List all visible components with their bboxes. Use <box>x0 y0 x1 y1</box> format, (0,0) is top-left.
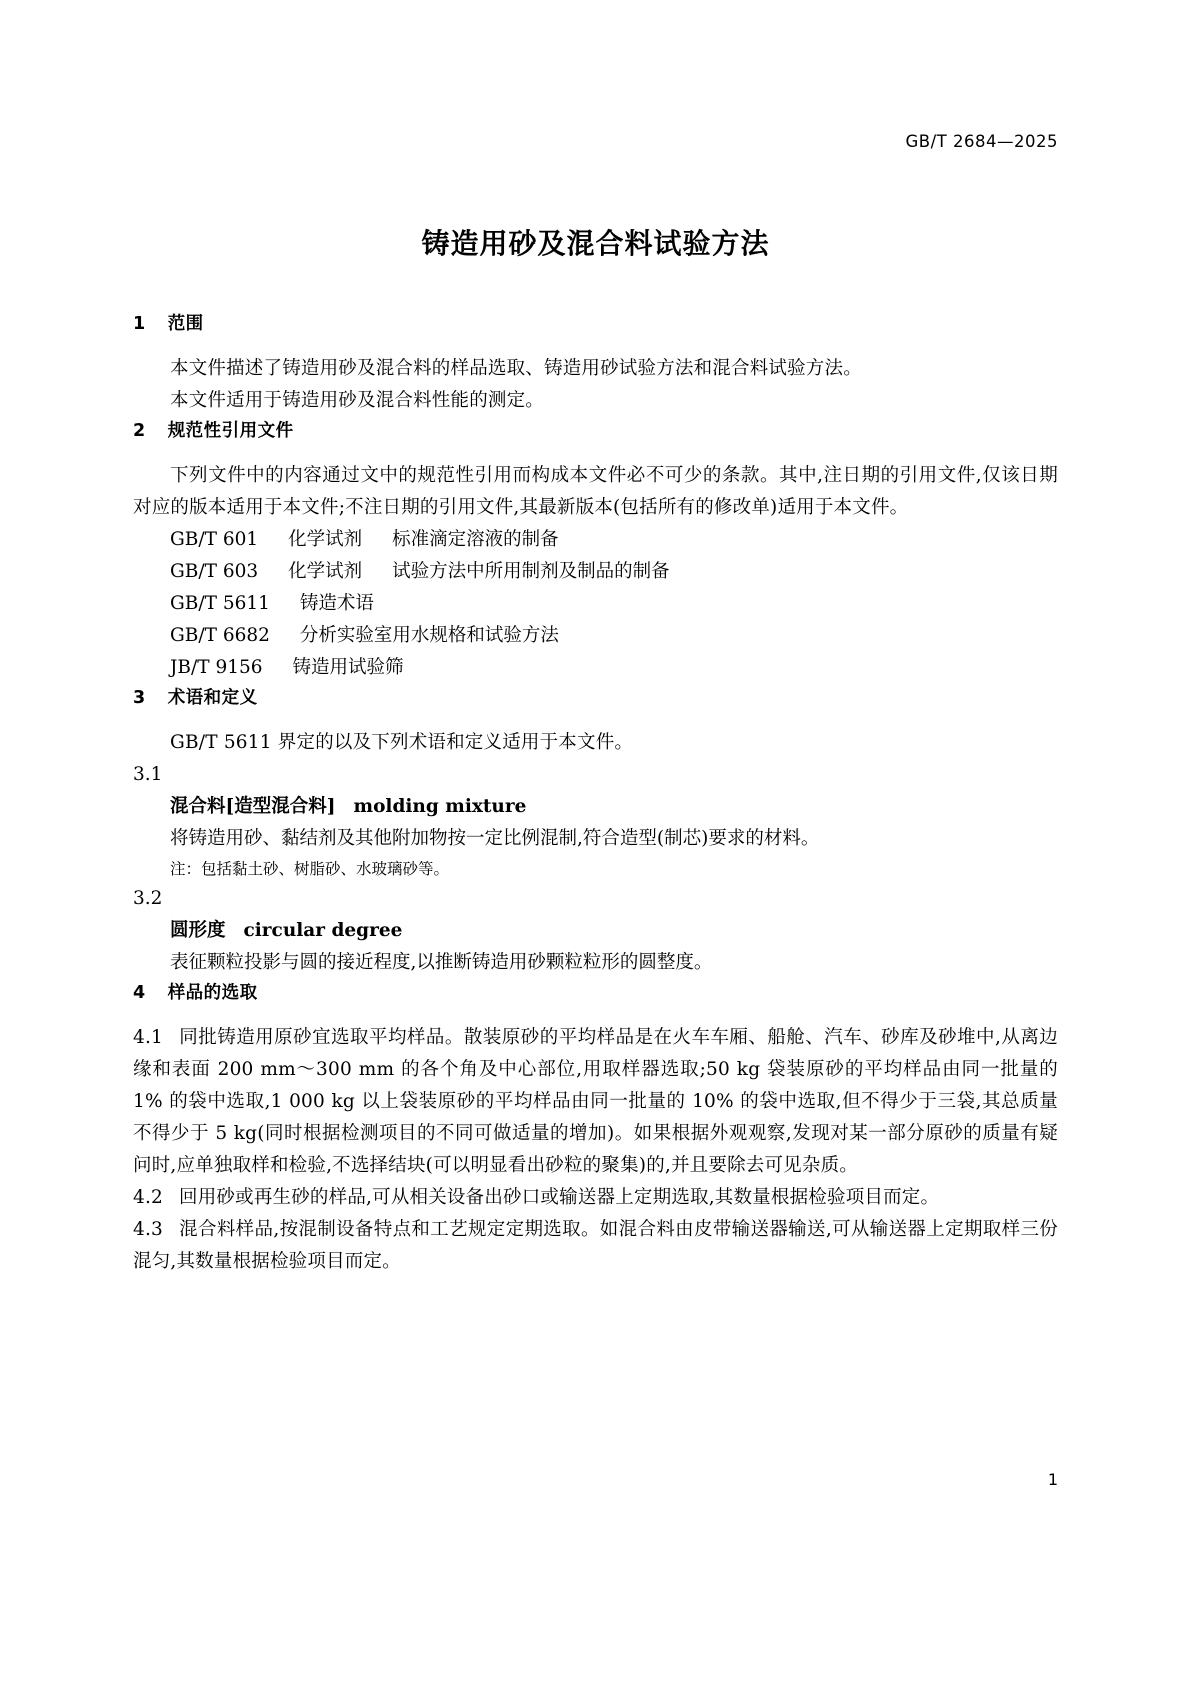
term-note: 注：包括黏土砂、树脂砂、水玻璃砂等。 <box>170 860 450 878</box>
clause-item <box>133 1182 1058 1214</box>
reference-code: JB/T 9156 <box>170 657 263 678</box>
reference-name: 化学试剂 <box>288 529 363 550</box>
reference-item <box>170 556 1058 588</box>
term-name-zh: 混合料[造型混合料] <box>170 796 336 817</box>
reference-code: GB/T 6682 <box>170 625 270 646</box>
clause-item <box>133 1214 1058 1278</box>
clause-label: 4.2 <box>133 1187 164 1208</box>
reference-item <box>170 524 1058 556</box>
reference-code: GB/T 5611 <box>170 593 270 614</box>
section-title-4: 样品的选取 <box>167 983 258 1003</box>
reference-name: 化学试剂 <box>288 561 363 582</box>
term-entry <box>170 791 1058 823</box>
reference-name: 分析实验室用水规格和试验方法 <box>299 625 559 646</box>
term-number: 3.2 <box>133 888 163 909</box>
section-title-2: 规范性引用文件 <box>167 421 294 441</box>
clause-item <box>133 1022 1058 1182</box>
reference-name: 铸造术语 <box>299 593 374 614</box>
section-heading-3 <box>133 684 1058 709</box>
reference-name: 铸造用试验筛 <box>292 657 404 678</box>
reference-subtitle: 标准滴定溶液的制备 <box>392 529 559 550</box>
section-title-3: 术语和定义 <box>167 688 258 708</box>
reference-code: GB/T 601 <box>170 529 259 550</box>
term-number: 3.1 <box>133 764 163 785</box>
clause-label: 4.3 <box>133 1219 164 1240</box>
section-heading-1 <box>133 310 1058 335</box>
clause-label: 4.1 <box>133 1027 164 1048</box>
reference-item <box>170 588 1058 620</box>
section-number-2: 2 <box>133 421 146 441</box>
section-title-1: 范围 <box>167 314 204 334</box>
standard-number-header: GB/T 2684—2025 <box>905 132 1058 151</box>
term-entry <box>170 915 1058 947</box>
term-name-en: circular degree <box>243 920 403 941</box>
section-heading-4 <box>133 979 1058 1004</box>
reference-item <box>170 652 1058 684</box>
term-definition: 将铸造用砂、黏结剂及其他附加物按一定比例混制,符合造型(制芯)要求的材料。 <box>170 828 820 849</box>
term-definition: 表征颗粒投影与圆的接近程度,以推断铸造用砂颗粒粒形的圆整度。 <box>170 952 713 973</box>
clause-text: 同批铸造用原砂宜选取平均样品。散装原砂的平均样品是在火车车厢、船舱、汽车、砂库及砂堆中,从离边缘和表面 200 mm～300 mm 的各个角及中心部位,用取样器选取;50 kg 袋装原砂的平均样品由同一批量的 1% 的袋中选取,1 000 kg 以上袋装原砂的平均样品由同一批量的 10% 的袋中选取,但不得少于三袋,其总质量不得少于 5 kg(同时根据检测项目的不同可做适量的增加)。如果根据外观观察,发现对某一部分原砂的质量有疑问时,应单独取样和检验,不选择结块(可以明显看出砂粒的聚集)的,并且要除去可见杂质。 <box>133 1027 1058 1176</box>
section-heading-2 <box>133 417 1058 442</box>
reference-item <box>170 620 1058 652</box>
term-name-zh: 圆形度 <box>170 920 226 941</box>
reference-subtitle: 试验方法中所用制剂及制品的制备 <box>392 561 670 582</box>
reference-code: GB/T 603 <box>170 561 259 582</box>
paragraph: GB/T 5611 界定的以及下列术语和定义适用于本文件。 <box>170 732 634 753</box>
page-number: 1 <box>1047 1470 1058 1489</box>
term-name-en: molding mixture <box>353 796 527 817</box>
section-number-1: 1 <box>133 314 146 334</box>
paragraph: 本文件描述了铸造用砂及混合料的样品选取、铸造用砂试验方法和混合料试验方法。 <box>170 358 862 379</box>
paragraph: 下列文件中的内容通过文中的规范性引用而构成本文件必不可少的条款。其中,注日期的引用文件,仅该日期对应的版本适用于本文件;不注日期的引用文件,其最新版本(包括所有的修改单)适用于本文件。 <box>133 465 1058 518</box>
clause-text: 混合料样品,按混制设备特点和工艺规定定期选取。如混合料由皮带输送器输送,可从输送器上定期取样三份混匀,其数量根据检验项目而定。 <box>133 1219 1058 1272</box>
section-number-3: 3 <box>133 688 146 708</box>
clause-text: 回用砂或再生砂的样品,可从相关设备出砂口或输送器上定期选取,其数量根据检验项目而定。 <box>179 1187 940 1208</box>
document-body <box>133 310 1058 1278</box>
paragraph: 本文件适用于铸造用砂及混合料性能的测定。 <box>170 390 545 411</box>
section-number-4: 4 <box>133 983 146 1003</box>
page-title: 铸造用砂及混合料试验方法 <box>421 227 770 260</box>
